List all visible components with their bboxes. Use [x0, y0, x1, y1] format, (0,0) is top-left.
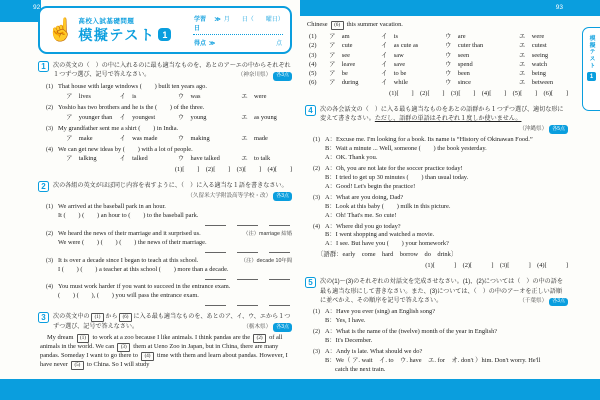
answer-line: (1)[ ] (2)[ ] (3)[ ] (4)[ ] — [174, 166, 292, 174]
passage-text — [40, 334, 292, 370]
bottom-bar — [0, 379, 600, 400]
blank-slot: (5) — [71, 361, 84, 370]
answer-blank — [205, 225, 226, 226]
choice-option: エ as young — [241, 113, 277, 121]
choice-option: エ made — [241, 134, 268, 142]
choice-option: ア cute — [329, 42, 353, 50]
question-item — [46, 229, 292, 253]
instruction-text — [320, 277, 568, 306]
item-number: (2) — [309, 42, 317, 50]
choice-option: ア leave — [329, 60, 356, 68]
left-page — [38, 6, 292, 376]
choice-option: ア make — [66, 134, 93, 142]
question-item — [313, 136, 568, 163]
passage-segment: this summer vacation. — [345, 21, 403, 28]
item-number: (3) — [46, 257, 53, 264]
header-meta — [193, 11, 283, 49]
item-number: (4) — [46, 283, 53, 290]
choice-option: イ youngest — [119, 113, 156, 121]
source-label: （沖縄県） — [519, 125, 548, 132]
question-item — [313, 328, 568, 346]
choice-option: ア during — [329, 79, 359, 87]
blank-slot: (2) — [253, 334, 266, 343]
test-header — [38, 6, 292, 54]
option-row — [309, 60, 568, 69]
question-item — [46, 203, 292, 226]
answer-blank — [269, 252, 290, 253]
instruction-body: 次の英文の（ ）の中に入れるのに最も適当なものを、あとのア～エの中からそれぞれ１つずつ選び、記号で答えなさい。 — [53, 62, 291, 79]
answer-line: (1)[ ] (2)[ ] (3)[ ] (4)[ ] (5)[ ] (6)[ ] — [389, 89, 568, 97]
sentence-text: My grandfather sent me a shirt ( ) in India. — [58, 124, 179, 132]
option-row — [309, 32, 568, 41]
question-item — [46, 83, 292, 102]
item-number: (1) — [313, 309, 320, 316]
question-1-section — [38, 61, 292, 175]
item-number: (4) — [46, 146, 53, 153]
instruction-body: 次の各組の英文がほぼ同じ内容を表すように、（ ）に入る適当な１語を書きなさい。 — [53, 182, 288, 190]
study-date-fields: 月 日（ 曜日） — [223, 16, 284, 23]
instruction-body: から — [105, 312, 118, 320]
dialog-line: A：Oh, you are not late for the soccer practice today! — [325, 164, 463, 172]
question-item — [46, 283, 292, 306]
question-item — [313, 348, 568, 375]
study-date-label: 学習日 — [194, 16, 207, 32]
passage-text — [307, 21, 568, 30]
option-row — [309, 41, 568, 50]
blank-slot: (3) — [117, 343, 130, 352]
question-number-box: 1 — [38, 61, 49, 72]
choice-option: ア be — [329, 70, 348, 78]
choice-option: エ were — [241, 92, 267, 100]
points-badge: 各3点 — [273, 192, 292, 201]
page-number-left: 92 — [33, 4, 41, 11]
question-number-box: 5 — [305, 277, 316, 288]
dialog-line: A：What are you doing, Dad? — [325, 193, 404, 201]
dialog-line: A：Where did you go today? — [325, 222, 401, 230]
blank-slot: (1) — [77, 334, 90, 343]
choice-option: ア am — [329, 33, 350, 40]
instruction-body: に入る最も適当なものを、あとのア、イ、ウ、エから１つずつ選び、記号で答えなさい。 — [53, 312, 291, 330]
page-number-right: 93 — [555, 4, 563, 11]
sentence-text: You must work harder if you want to succeed in the entrance exam. — [58, 282, 231, 290]
instruction-body: 次の英文中の — [53, 312, 90, 320]
score-label: 得点 — [194, 40, 207, 47]
source-label: （神奈川県） — [237, 72, 272, 79]
answer-blank — [205, 305, 226, 306]
blank-slot: (4) — [141, 352, 154, 361]
item-number: (3) — [313, 349, 320, 356]
item-number: (2) — [313, 329, 320, 336]
passage-segment: My dream — [47, 334, 76, 342]
note-label: （注）marriage 結婚 — [243, 231, 292, 238]
chevron-icon: ≫ — [214, 16, 221, 23]
choice-option: ア talking — [66, 155, 97, 163]
option-row — [309, 69, 568, 78]
sentence-text: Yoshio has two brothers and he is the ( ) of the three. — [58, 103, 205, 111]
question-4-section — [305, 105, 568, 272]
choice-option: イ as cute as — [381, 42, 419, 50]
question-item — [46, 256, 292, 280]
question-item — [313, 223, 568, 250]
answer-blank — [237, 225, 258, 226]
answer-blank — [269, 305, 290, 306]
sentence-text: We arrived at the baseball park in an hour. — [58, 203, 166, 211]
blank-slot: (6) — [331, 21, 344, 30]
choice-option: ウ been — [445, 70, 470, 78]
answer-blank — [269, 279, 290, 280]
dialog-line: A：Have you ever (sing) an English song? — [325, 308, 436, 316]
answer-blanks — [46, 252, 290, 253]
dialog-line: A：What is the name of the (twelve) month of the year in English? — [325, 328, 498, 336]
choice-option: ウ was — [177, 92, 201, 100]
dialog-line: A：Good! Let's begin the practice! — [325, 182, 416, 190]
passage-segment: them at Ueno Zoo in Japan, but in China, there are many pandas. Someday I want to go there to — [40, 343, 279, 360]
blank-slot: (1) — [91, 313, 104, 322]
side-tab-label: 模擬テスト — [588, 35, 594, 69]
points-badge: 各3点 — [273, 72, 292, 81]
question-number-box: 3 — [38, 312, 49, 323]
passage-segment: to China. So I will study — [85, 361, 150, 369]
question-item — [313, 165, 568, 192]
instruction-text — [53, 312, 292, 332]
item-number: (3) — [313, 194, 320, 201]
answer-blank — [237, 252, 258, 253]
dialog-line: B：I went shopping and watched a movie. — [325, 231, 435, 239]
choice-option: ウ making — [177, 134, 210, 142]
item-number: (2) — [46, 231, 53, 238]
score-unit: 点 — [275, 40, 282, 47]
item-number: (2) — [313, 165, 320, 172]
title-block — [78, 16, 171, 45]
dialog-line: B：Wait a minute ... Well, someone ( ) the book yesterday. — [325, 144, 487, 152]
dialog-line: A：OK. Thank you. — [325, 153, 378, 161]
choice-option: ウ young — [177, 113, 207, 121]
instruction-text — [53, 61, 292, 81]
choice-option: イ save — [381, 60, 406, 68]
choice-option: ア lives — [66, 92, 91, 100]
choice-option: イ saw — [381, 51, 404, 59]
right-page — [305, 21, 568, 381]
question-5-section — [305, 277, 568, 375]
side-tab-number: 1 — [587, 72, 596, 81]
rewrite-text: It ( ) ( ) an hour to ( ) to the baseball park. — [58, 212, 199, 220]
choice-option: ウ since — [445, 79, 471, 87]
question-item — [46, 125, 292, 144]
dialog-line: B：It's December. — [325, 337, 373, 345]
passage-segment: time with them and learn about pandas. However, I have never — [40, 352, 288, 369]
instruction-text — [320, 105, 568, 134]
answer-blanks — [46, 279, 290, 280]
choice-option: ウ cuter than — [445, 42, 484, 50]
answer-blanks — [46, 225, 290, 226]
passage-segment: of all animals in the world. We can — [40, 334, 283, 351]
study-date-row — [193, 11, 283, 34]
item-number: (1) — [46, 83, 53, 90]
rewrite-text: We were ( ) ( ) ( ) the news of their marriage. — [58, 239, 207, 246]
answer-blank — [269, 225, 290, 226]
question-number-box: 2 — [38, 181, 49, 192]
dialog-line: catch the next train. — [335, 366, 386, 374]
source-label: （栃木県） — [243, 323, 272, 330]
sentence-text: It is over a decade since I began to teach at this school. — [58, 256, 199, 264]
option-row — [309, 78, 568, 87]
question-number-box: 4 — [305, 105, 316, 116]
choice-option: エ watch — [519, 60, 548, 68]
series-title: 高校入試基礎問題 — [78, 17, 135, 25]
choice-option: エ were — [519, 33, 545, 40]
chapter-side-tab — [582, 27, 600, 111]
instruction-body: 次の各会話文の（ ）に入る最も適当なものをあとの語群から１つずつ選び、適切な形に変えて書きなさい。 — [320, 105, 564, 123]
question-item — [46, 104, 292, 123]
rewrite-text: I ( ) ( ) a teacher at this school ( ) more than a decade. — [58, 265, 229, 273]
dialog-line: B：Yes, I have. — [325, 317, 366, 325]
choice-option: イ is — [119, 92, 137, 100]
word-bank: 〔語群：early come hard borrow do drink〕 — [317, 251, 458, 259]
choice-option: イ while — [381, 79, 408, 87]
choice-option: エ being — [519, 70, 546, 78]
sentence-text: We can get new ideas by ( ) with a lot of people. — [58, 145, 193, 153]
blank-slot: (6) — [119, 313, 132, 322]
instruction-text — [53, 181, 292, 201]
answer-blank — [237, 279, 258, 280]
dialog-line: B：I tried to get up 30 minutes ( ) than usual today. — [325, 173, 469, 181]
answer-blank — [237, 305, 258, 306]
answer-blank — [205, 279, 226, 280]
choice-option: ウ are — [445, 33, 466, 40]
answer-line: (1)[ ] (2)[ ] (3)[ ] (4)[ ] — [425, 262, 568, 270]
question-item — [313, 308, 568, 326]
choice-option: エ to talk — [241, 155, 271, 163]
points-badge: 各3点 — [549, 298, 568, 307]
dialog-line: A：I see. But have you ( ) your homework? — [325, 240, 449, 248]
choice-option: ア see — [329, 51, 350, 59]
question-item — [313, 194, 568, 221]
dialog-line: B：We（ ア. wait イ. to ウ. have エ. for オ. don't ）him. Don't worry. He'll — [325, 357, 541, 365]
choice-option: ア younger than — [66, 113, 113, 121]
item-number: (2) — [46, 104, 53, 111]
dialog-line: B：Look at this baby ( ) milk in this picture. — [325, 202, 451, 210]
points-badge: 各3点 — [273, 323, 292, 332]
question-3-continued — [305, 21, 568, 99]
choice-option: イ is — [381, 33, 399, 40]
question-2-section — [38, 181, 292, 305]
item-number: (4) — [313, 223, 320, 230]
passage-segment: Chinese — [307, 21, 330, 28]
note-label: （注）decade 10年間 — [240, 257, 292, 264]
question-3-section — [38, 312, 292, 370]
choice-option: ウ seen — [445, 51, 470, 59]
test-title: 模擬テスト — [78, 26, 156, 43]
choice-option: イ was made — [119, 134, 158, 142]
sentence-text: That house with large windows ( ) built ten years ago. — [58, 82, 207, 90]
score-row — [193, 35, 283, 49]
choice-option: ウ have talked — [177, 155, 220, 163]
item-number: (3) — [46, 125, 53, 132]
dialog-line: A：Andy is late. What should we do? — [325, 348, 423, 356]
item-number: (5) — [309, 70, 317, 78]
choice-option: エ cutest — [519, 42, 547, 50]
hand-icon: ☝ — [47, 17, 75, 42]
points-badge: 各5点 — [549, 125, 568, 134]
sentence-text: We heard the news of their marriage and it surprised us. — [58, 230, 201, 238]
choice-option: エ between — [519, 79, 554, 87]
item-number: (1) — [46, 204, 53, 211]
choice-option: イ talked — [119, 155, 148, 163]
dialog-line: A：Excuse me. I'm looking for a book. Its name is “History of Okinawan Food.” — [325, 135, 533, 143]
item-number: (6) — [309, 79, 317, 87]
item-number: (1) — [313, 136, 320, 143]
test-number-badge: 1 — [158, 28, 171, 41]
choice-option: エ seeing — [519, 51, 549, 59]
question-item — [46, 146, 292, 165]
source-label: （千葉県） — [519, 298, 548, 305]
passage-segment: to work at a zoo because I like animals. I think pandas are the — [90, 334, 252, 342]
item-number: (4) — [309, 60, 317, 68]
chevron-icon: ≫ — [209, 40, 216, 47]
option-row — [309, 51, 568, 60]
choice-option: イ to be — [381, 70, 407, 78]
rewrite-text: ( ) ( ), ( ) you will pass the entrance exam. — [58, 291, 199, 299]
choice-option: ウ spend — [445, 60, 473, 68]
answer-blanks — [46, 305, 290, 306]
instruction-underlined: ただし、語群の単語はそれぞれ１度しか使いません。 — [374, 115, 522, 123]
source-label: （久留米大学附設高等学校・改） — [187, 192, 272, 199]
item-number: (1) — [309, 33, 317, 40]
instruction-body: 次の(1)～(3)のそれぞれの対話文を完成させなさい。(1)、(2)については（ ）の中の語を最も適当な形にして書きなさい。また、(3)については、（ ）の中のア～オを正しい語順に並べかえ、その順序を記号で答えなさい。 — [320, 278, 563, 305]
item-number: (3) — [309, 51, 317, 59]
dialog-line: A：Oh! That's me. So cute! — [325, 211, 397, 219]
answer-blank — [205, 252, 226, 253]
